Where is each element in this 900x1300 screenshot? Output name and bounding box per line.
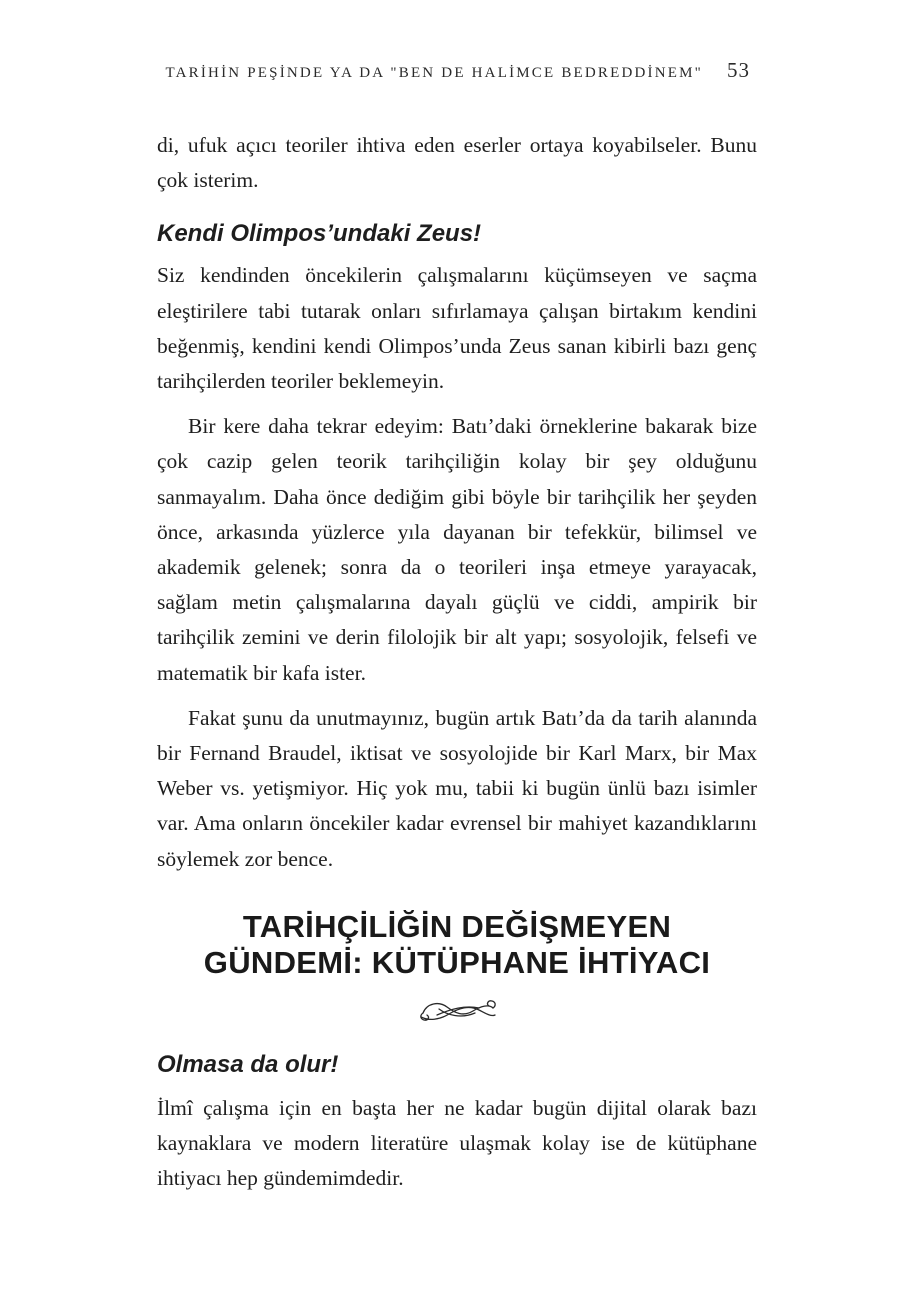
flourish-ornament-icon [417,995,497,1027]
subheading-olmasa: Olmasa da olur! [157,1050,339,1078]
running-head [150,58,750,88]
chapter-title [157,909,757,981]
paragraph-braudel: Fakat şunu da unutmayınız, bugün artık Batı’da da tarih alanında bir Fernand Braudel, iktisat ve sosyolojide bir Karl Marx, bir Max Weber vs. yetişmiyor. Hiç yok mu, tabii ki bugün ünlü bazı isimler var. Ama onların öncekiler kadar evrensel bir mahiyet kazandıklarını söylemek zor bence. [157,705,757,871]
paragraph-library: İlmî çalışma için en başta her ne kadar bugün dijital olarak bazı kaynaklara ve modern literatüre ulaşmak kolay ise de kütüphane ihtiyacı hep gündemimdedir. [157,1095,757,1191]
chapter-title-line2: GÜNDEMİ: KÜTÜPHANE İHTİYACI [203,944,711,980]
chapter-title-line1: TARİHÇİLİĞİN DEĞİŞMEYEN [242,908,672,944]
page-body [157,128,757,1196]
subheading-zeus: Kendi Olimpos’undaki Zeus! [157,220,482,248]
running-title: TARİHİN PEŞİNDE YA DA "BEN DE HALİMCE BEDREDDİNEM" [165,65,703,81]
page-number: 53 [727,58,750,82]
paragraph-theory: Bir kere daha tekrar edeyim: Batı’daki örneklerine bakarak bize çok cazip gelen teorik tarihçiliğin kolay bir şey olduğunu sanmayalım. Daha önce dediğim gibi böyle bir tarihçilik her şeyden önce, arkasında yüzlerce yıla dayanan bir tefekkür, bilimsel ve akademik gelenek; sonra da o teorileri inşa etmeye yarayacak, sağlam metin çalışmalarına dayalı güçlü ve ciddi, ampirik bir tarihçilik zemini ve derin filolojik bir alt yapı; sosyolojik, felsefi ve matematik bir kafa ister. [157,414,757,685]
paragraph-warning: Siz kendinden öncekilerin çalışmalarını küçümseyen ve saçma eleştirilere tabi tutarak onları sıfırlamaya çalışan birtakım kendini beğenmiş, kendini kendi Olimpos’unda Zeus sanan kibirli bazı genç tarihçilerden teoriler beklemeyin. [157,263,757,394]
paragraph-continued: di, ufuk açıcı teoriler ihtiva eden eserler ortaya koyabilseler. Bunu çok isterim. [157,133,757,193]
